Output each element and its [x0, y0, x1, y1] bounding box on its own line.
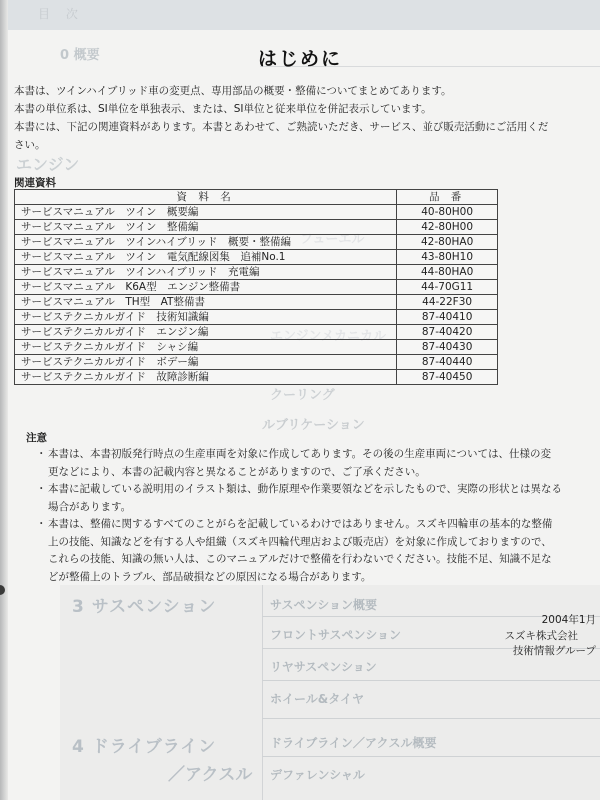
doc-number: 87-40410	[397, 310, 498, 325]
doc-number: 43-80H10	[397, 250, 498, 265]
note-line: 本書に記載している説明用のイラスト類は、動作原理や作業要領などを示したもので、実際の形状とは異なる	[48, 483, 562, 495]
note-item	[36, 446, 600, 481]
note-item	[36, 481, 600, 516]
toc-section-4-sub: ／アクスル	[168, 765, 253, 785]
signoff-date: 2004年1月	[541, 614, 596, 626]
note-line: どが整備上のトラブル、部品破損などの原因になる場合があります。	[48, 570, 372, 583]
doc-number: 42-80HA0	[397, 235, 498, 250]
doc-name: サービステクニカルガイド ボデー編	[15, 355, 397, 370]
doc-name: サービステクニカルガイド シャシ編	[15, 340, 397, 355]
doc-number: 42-80H00	[397, 220, 498, 235]
doc-name: サービスマニュアル TH型 AT整備書	[15, 295, 397, 310]
table-row	[15, 250, 498, 265]
doc-number: 44-22F30	[397, 295, 498, 310]
toc-divider	[262, 585, 263, 800]
note-bullet: ・	[36, 483, 47, 495]
page-title: はじめに	[257, 48, 342, 70]
toc-item-wheel-tire: ホイール&タイヤ	[270, 692, 364, 706]
note-line: 本書は、本書初版発行時点の生産車両を対象に作成してあります。その後の生産車両については、仕様の変	[48, 448, 551, 460]
table-row	[15, 325, 498, 340]
related-docs-table	[14, 189, 498, 385]
doc-number: 87-40440	[397, 355, 498, 370]
doc-name: サービスマニュアル ツイン 電気配線図集 追補No.1	[15, 250, 397, 265]
table-row	[15, 280, 498, 295]
doc-name: サービスマニュアル ツイン 概要編	[15, 205, 397, 220]
table-row	[15, 310, 498, 325]
note-item	[36, 516, 600, 586]
doc-number: 40-80H00	[397, 205, 498, 220]
table-row	[15, 265, 498, 280]
intro-line: 本書の単位系は、SI単位を単独表示、または、SI単位と従来単位を併記表示しています。	[14, 103, 432, 115]
doc-name: サービスマニュアル ツインハイブリッド 充電編	[15, 265, 397, 280]
page-edge-shadow	[0, 0, 8, 800]
doc-name: サービステクニカルガイド エンジン編	[15, 325, 397, 340]
table-row	[15, 235, 498, 250]
intro-line: さい。	[14, 139, 46, 151]
toc-section-3: 3 サスペンション	[72, 597, 217, 617]
signoff-dept: 技術情報グループ	[512, 645, 596, 657]
toc-item-differential: デファレンシャル	[270, 768, 365, 782]
toc-header: 目 次	[38, 7, 84, 21]
toc-item-suspension-overview: サスペンション概要	[270, 598, 377, 612]
toc-section-4: 4 ドライブライン	[72, 737, 217, 757]
note-line: 場合があります。	[48, 500, 132, 513]
toc-item-rear-suspension: リヤサスペンション	[270, 660, 377, 674]
doc-number: 44-80HA0	[397, 265, 498, 280]
table-row	[15, 220, 498, 235]
doc-name: サービスマニュアル ツイン 整備編	[15, 220, 397, 235]
doc-number: 87-40430	[397, 340, 498, 355]
toc-item-front-suspension: フロントサスペンション	[270, 628, 401, 642]
toc-rule	[262, 680, 600, 681]
table-row	[15, 295, 498, 310]
doc-number: 87-40420	[397, 325, 498, 340]
note-line: 更などにより、本書の記載内容と異なることがありますので、ご了承ください。	[48, 465, 426, 478]
notes-heading: 注意	[26, 432, 47, 444]
column-header-number: 品 番	[397, 190, 498, 205]
intro-line: 本書には、下記の関連資料があります。本書とあわせて、ご熟読いただき、サービス、並び販売活動にご活用くだ	[14, 121, 549, 133]
doc-number: 44-70G11	[397, 280, 498, 295]
doc-number: 87-40450	[397, 370, 498, 385]
doc-name: サービステクニカルガイド 技術知識編	[15, 310, 397, 325]
toc-ghost-item-4: クーリング	[270, 388, 335, 403]
table-header-row	[15, 190, 498, 205]
intro-line: 本書は、ツインハイブリッド車の変更点、専用部品の概要・整備についてまとめてあります。	[14, 85, 452, 97]
doc-name: サービスマニュアル K6A型 エンジン整備書	[15, 280, 397, 295]
note-line: これらの技能、知識の無い人は、このマニュアルだけで整備を行わないでください。技能不足、知識不足な	[48, 553, 552, 565]
table-row	[15, 355, 498, 370]
note-bullet: ・	[36, 448, 47, 460]
table-row	[15, 340, 498, 355]
toc-header-bar	[8, 0, 600, 30]
toc-item-driveline-overview: ドライブライン／アクスル概要	[270, 736, 437, 750]
note-line: 上の技能、知識などを有する人や組織（スズキ四輪代理店および販売店）を対象に作成しておりますので、	[48, 535, 552, 548]
toc-ghost-section-0: 0 概要	[60, 48, 100, 63]
notes-list	[36, 446, 600, 586]
intro-text	[14, 82, 600, 154]
toc-rule	[262, 756, 600, 757]
signoff-company: スズキ株式会社	[504, 630, 578, 642]
related-docs-heading: 関連資料	[14, 177, 56, 189]
table-row	[15, 205, 498, 220]
note-bullet: ・	[36, 518, 47, 530]
column-header-name: 資 料 名	[15, 190, 397, 205]
note-line: 本書は、整備に関するすべてのことがらを記載しているわけではありません。スズキ四輪車の基本的な整備	[48, 518, 553, 530]
toc-ghost-item-0: エンジン	[16, 155, 80, 174]
toc-ghost-item-3: ルブリケーション	[262, 418, 365, 433]
doc-name: サービステクニカルガイド 故障診断編	[15, 370, 397, 385]
table-row	[15, 370, 498, 385]
doc-name: サービスマニュアル ツインハイブリッド 概要・整備編	[15, 235, 397, 250]
toc-rule	[262, 718, 600, 719]
